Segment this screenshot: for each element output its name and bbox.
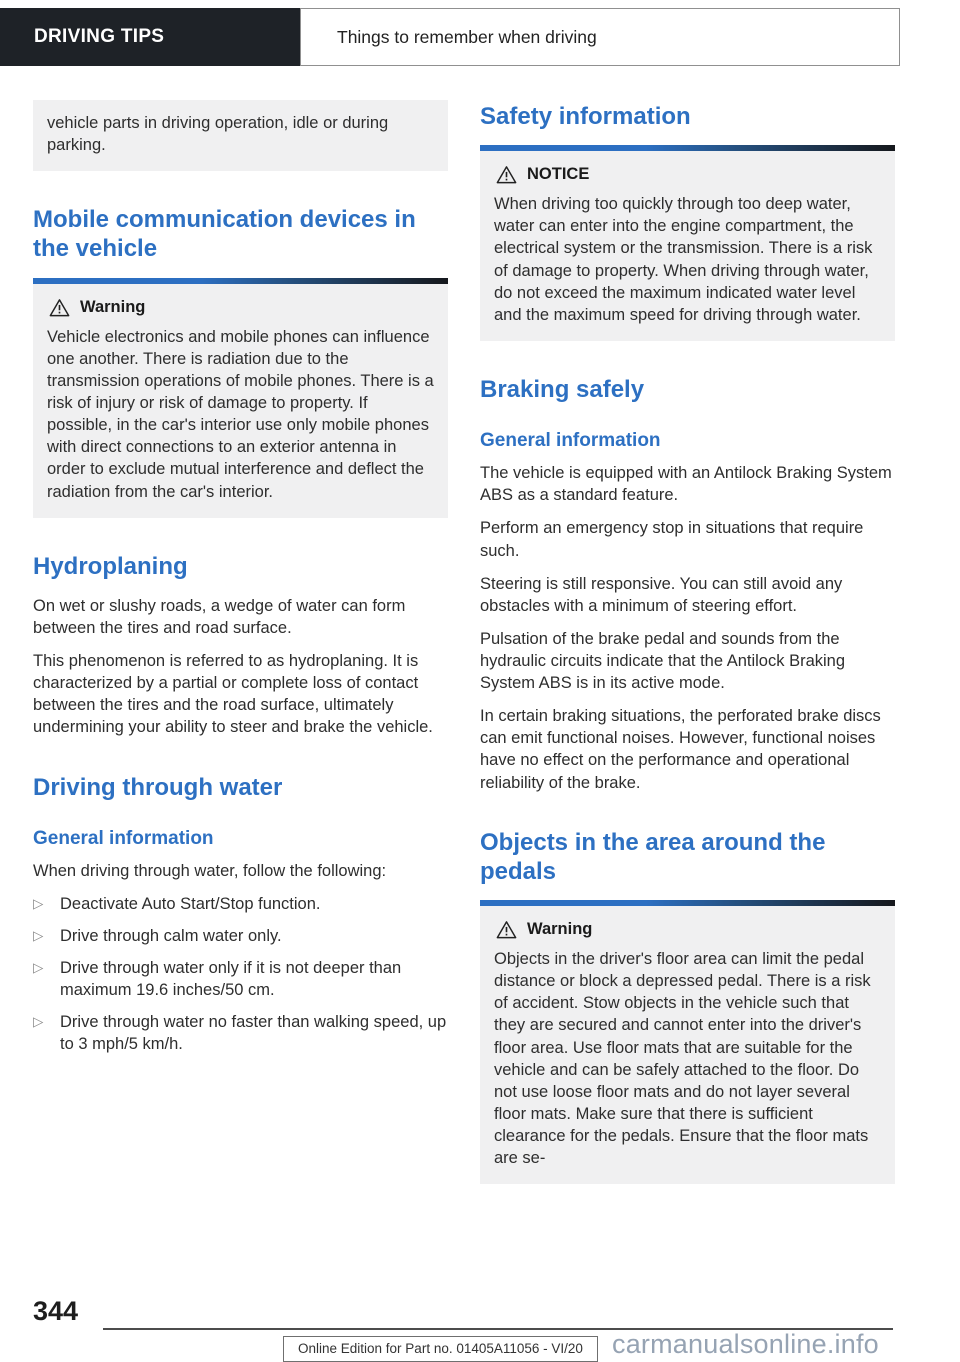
warning-text: Objects in the driver's floor area can limit the pedal distance or block a depressed pedal. There is a risk of accident. Stow objects in the vehicle such that they are secured and cannot enter into the driver's floor area. Use floor mats that are suitable for the vehicle and can be safely attached to the floor. Do not use loose floor mats and do not layer several floor mats. Make sure that there is sufficient clearance for the pedals. Ensure that the floor mats are se- (494, 950, 871, 1168)
triangle-bullet-icon: ▷ (33, 928, 44, 944)
heading-safety-information: Safety information (480, 103, 691, 130)
page-header (0, 8, 900, 66)
left-column (33, 100, 448, 1184)
list-item (33, 957, 448, 1001)
warning-box-mobile (33, 284, 448, 518)
heading-objects-around-pedals: Objects in the area around the pedals (480, 828, 826, 885)
paragraph: When driving through water, follow the following: (33, 861, 387, 880)
paragraph: Pulsation of the brake pedal and sounds from the hydraulic circuits indicate that the Antilock Braking System ABS is in its active mode. (480, 629, 846, 693)
warning-label: Warning (527, 920, 593, 939)
warning-text: Vehicle electronics and mobile phones can influence one another. There is radiation due to the transmission operations of mobile phones. There is a risk of injury or risk of damage to property. If possible, in the car's interior use only mobile phones with direct connections to an exterior antenna in order to exclude mutual interference and deflect the radiation from the car's interior. (47, 327, 434, 501)
notice-label-row (496, 165, 881, 184)
paragraph: Perform an emergency stop in situations that require such. (480, 519, 864, 560)
warning-triangle-icon (49, 298, 70, 317)
warning-triangle-icon (496, 920, 517, 939)
triangle-bullet-icon: ▷ (33, 960, 44, 976)
triangle-bullet-icon: ▷ (33, 895, 44, 911)
warning-label-row (49, 298, 434, 317)
notice-text: When driving too quickly through too deep water, water can enter into the engine compartment, the electrical system or the transmission. There is a risk of damage to property. When driving through water, do not exceed the maximum indicated water level and the maximum speed for driving through water. (494, 195, 873, 324)
paragraph: This phenomenon is referred to as hydroplaning. It is characterized by a partial or complete loss of contact between the tires and the road surface, ultimately undermining your ability to steer and brake the vehicle. (33, 652, 433, 737)
list-item (33, 925, 448, 947)
list-item-text: Deactivate Auto Start/Stop function. (60, 894, 321, 913)
page-number: 344 (33, 1296, 79, 1326)
warning-label-row (496, 920, 881, 939)
heading-hydroplaning: Hydroplaning (33, 552, 188, 580)
right-column (480, 100, 895, 1184)
chapter-title: DRIVING TIPS (0, 8, 300, 66)
list-item-text: Drive through water only if it is not deeper than maximum 19.6 inches/50 cm. (60, 959, 402, 1000)
edition-label: Online Edition for Part no. 01405A11056 - VI/20 (283, 1336, 598, 1362)
continuation-text: vehicle parts in driving operation, idle or during parking. (47, 114, 389, 155)
warning-box-pedals (480, 906, 895, 1184)
paragraph: Steering is still responsive. You can still avoid any obstacles with a minimum of steering effort. (480, 574, 843, 615)
subheading-general-information: General information (480, 430, 661, 452)
subheading-general-information: General information (33, 827, 214, 849)
warning-continuation-box (33, 100, 448, 171)
watermark: carmanualsonline.info (612, 1329, 879, 1359)
section-title: Things to remember when driving (300, 8, 900, 66)
list-item (33, 893, 448, 915)
page-content (33, 100, 895, 1184)
notice-label: NOTICE (527, 165, 590, 184)
paragraph: The vehicle is equipped with an Antilock Braking System ABS as a standard feature. (480, 464, 892, 505)
list-item-text: Drive through calm water only. (60, 927, 282, 946)
warning-label: Warning (80, 297, 146, 316)
paragraph: In certain braking situations, the perforated brake discs can emit functional noises. However, functional noises have no effect on the performance and operational reliability of the brake. (480, 707, 881, 792)
heading-mobile-communication: Mobile communication devices in the vehicle (33, 206, 416, 263)
list-item (33, 1011, 448, 1055)
heading-braking-safely: Braking safely (480, 375, 645, 403)
notice-box (480, 151, 895, 341)
triangle-bullet-icon: ▷ (33, 1014, 44, 1030)
list-item-text: Drive through water no faster than walking speed, up to 3 mph/5 km/h. (60, 1013, 447, 1054)
paragraph: On wet or slushy roads, a wedge of water can form between the tires and road surface. (33, 596, 406, 637)
heading-driving-through-water: Driving through water (33, 773, 283, 801)
warning-triangle-icon (496, 165, 517, 184)
